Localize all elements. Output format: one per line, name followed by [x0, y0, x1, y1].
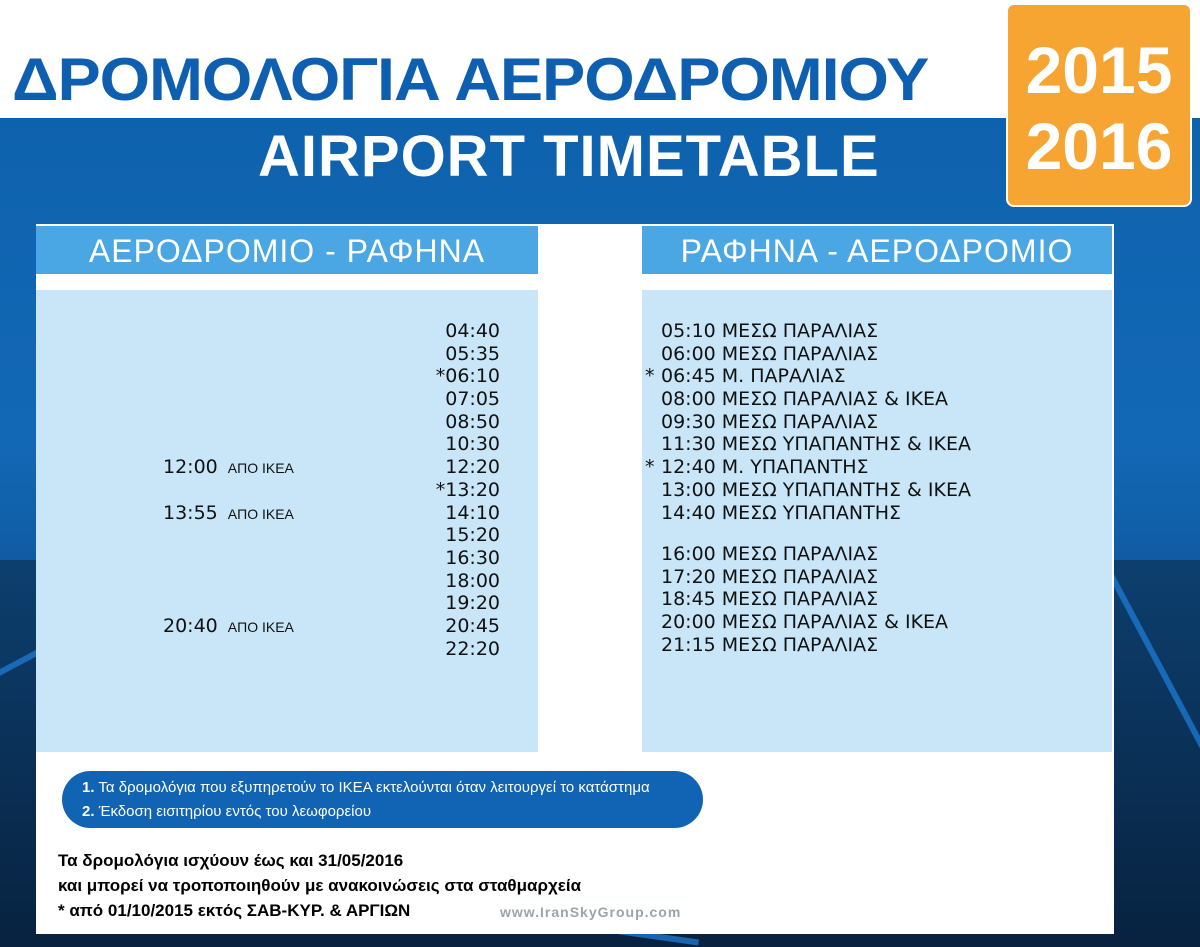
- note-2: 2. Έκδοση εισιτηρίου εντός του λεωφορείου: [82, 803, 372, 820]
- route-via: ΜΕΣΩ ΥΠΑΠΑΝΤΗΣ & ΙΚΕΑ: [721, 433, 971, 456]
- return-time: 06:00: [661, 342, 716, 365]
- validity-line-2: και μπορεί να τροποποιηθούν με ανακοινώσεις στα σταθμαρχεία: [58, 876, 582, 895]
- departure-time: 14:10: [445, 501, 500, 524]
- return-trip-row: [645, 543, 1065, 566]
- return-trip-row: [645, 588, 1065, 611]
- ikea-departure-note: ΑΠΟ ΙΚΕΑ: [227, 505, 294, 522]
- star-marker: *: [645, 365, 655, 388]
- route-via: ΜΕΣΩ ΥΠΑΠΑΝΤΗΣ: [721, 501, 902, 524]
- route-via: ΜΕΣΩ ΥΠΑΠΑΝΤΗΣ & ΙΚΕΑ: [721, 478, 971, 501]
- return-time: 06:45: [661, 365, 716, 388]
- validity-line-1: Τα δρομολόγια ισχύουν έως και 31/05/2016: [58, 851, 404, 870]
- title-english: AIRPORT TIMETABLE: [258, 124, 880, 189]
- route-via: ΜΕΣΩ ΠΑΡΑΛΙΑΣ: [721, 342, 879, 365]
- year-badge: [1006, 3, 1192, 207]
- route-via: ΜΕΣΩ ΠΑΡΑΛΙΑΣ: [721, 320, 879, 342]
- return-times-group-2: [645, 543, 1065, 656]
- ikea-departure-time: 20:40: [163, 615, 218, 638]
- return-time: 20:00: [661, 611, 716, 634]
- route-via: ΜΕΣΩ ΠΑΡΑΛΙΑΣ: [721, 565, 879, 588]
- return-time: 05:10: [661, 320, 716, 342]
- return-trip-row: [645, 388, 1065, 411]
- return-trip-row: [645, 343, 1065, 366]
- left-column-heading: ΑΕΡΟΔΡΟΜΙΟ - ΡΑΦΗΝΑ: [36, 226, 538, 274]
- ikea-departure: [163, 502, 294, 524]
- right-column-heading: ΡΑΦΗΝΑ - ΑΕΡΟΔΡΟΜΙΟ: [642, 226, 1112, 274]
- return-times-group-1: [645, 320, 1065, 524]
- return-trip-row: [645, 566, 1065, 589]
- departure-time: 07:05: [445, 388, 500, 411]
- route-via: ΜΕΣΩ ΠΑΡΑΛΙΑΣ: [721, 543, 879, 565]
- departure-time: 10:30: [445, 433, 500, 456]
- return-trip-row: [645, 365, 1065, 388]
- return-time: 12:40: [661, 456, 716, 479]
- departure-time: 15:20: [445, 524, 500, 547]
- star-marker: *: [645, 456, 655, 479]
- return-time: 16:00: [661, 543, 716, 565]
- route-via: Μ. ΠΑΡΑΛΙΑΣ: [721, 365, 846, 388]
- title-greek: ΔΡΟΜΟΛΟΓΙΑ ΑΕΡΟΔΡΟΜΙΟΥ: [12, 46, 929, 113]
- year-bottom: 2016: [1025, 109, 1173, 183]
- route-via: ΜΕΣΩ ΠΑΡΑΛΙΑΣ: [721, 588, 879, 611]
- departure-time: 16:30: [445, 546, 500, 569]
- departure-time: 12:20: [445, 456, 500, 479]
- departure-time: 18:00: [445, 569, 500, 592]
- route-via: ΜΕΣΩ ΠΑΡΑΛΙΑΣ: [721, 633, 879, 656]
- return-trip-row: [645, 320, 1065, 343]
- departure-time: 04:40: [445, 320, 500, 342]
- ikea-departure-note: ΑΠΟ ΙΚΕΑ: [227, 619, 294, 636]
- watermark: www.IranSkyGroup.com: [500, 904, 682, 920]
- return-time: 21:15: [661, 633, 716, 656]
- note-1: 1. Τα δρομολόγια που εξυπηρετούν το ΙΚΕΑ εκτελούνται όταν λειτουργεί το κατάστημα: [82, 779, 650, 796]
- notes-box: [62, 771, 703, 828]
- departure-time: 08:50: [445, 410, 500, 433]
- departure-times-list: [420, 320, 500, 660]
- validity-line-3: * από 01/10/2015 εκτός ΣΑΒ-ΚΥΡ. & ΑΡΓΙΩΝ: [58, 901, 411, 920]
- return-trip-row: [645, 502, 1065, 525]
- return-trip-row: [645, 634, 1065, 657]
- ikea-departure-time: 12:00: [163, 456, 218, 479]
- ikea-departure: [163, 456, 294, 478]
- departure-time: 19:20: [445, 592, 500, 615]
- ikea-departure: [163, 615, 294, 637]
- departure-time: 22:20: [445, 637, 500, 660]
- route-via: Μ. ΥΠΑΠΑΝΤΗΣ: [721, 456, 869, 479]
- return-time: 17:20: [661, 565, 716, 588]
- ikea-departure-note: ΑΠΟ ΙΚΕΑ: [227, 460, 294, 477]
- year-top: 2015: [1025, 33, 1173, 107]
- return-trip-row: [645, 456, 1065, 479]
- departure-time: *06:10: [435, 365, 500, 388]
- return-time: 18:45: [661, 588, 716, 611]
- route-via: ΜΕΣΩ ΠΑΡΑΛΙΑΣ: [721, 410, 879, 433]
- route-via: ΜΕΣΩ ΠΑΡΑΛΙΑΣ & ΙΚΕΑ: [721, 611, 949, 634]
- departure-time: *13:20: [435, 478, 500, 501]
- departure-time: 20:45: [445, 614, 500, 637]
- road-line: [1107, 572, 1200, 769]
- departure-time: 05:35: [445, 342, 500, 365]
- route-via: ΜΕΣΩ ΠΑΡΑΛΙΑΣ & ΙΚΕΑ: [721, 388, 949, 411]
- return-time: 09:30: [661, 410, 716, 433]
- return-trip-row: [645, 479, 1065, 502]
- return-time: 14:40: [661, 501, 716, 524]
- return-time: 08:00: [661, 388, 716, 411]
- return-trip-row: [645, 411, 1065, 434]
- ikea-departure-time: 13:55: [163, 501, 218, 524]
- return-trip-row: [645, 611, 1065, 634]
- return-trip-row: [645, 433, 1065, 456]
- return-time: 13:00: [661, 478, 716, 501]
- return-time: 11:30: [661, 433, 716, 456]
